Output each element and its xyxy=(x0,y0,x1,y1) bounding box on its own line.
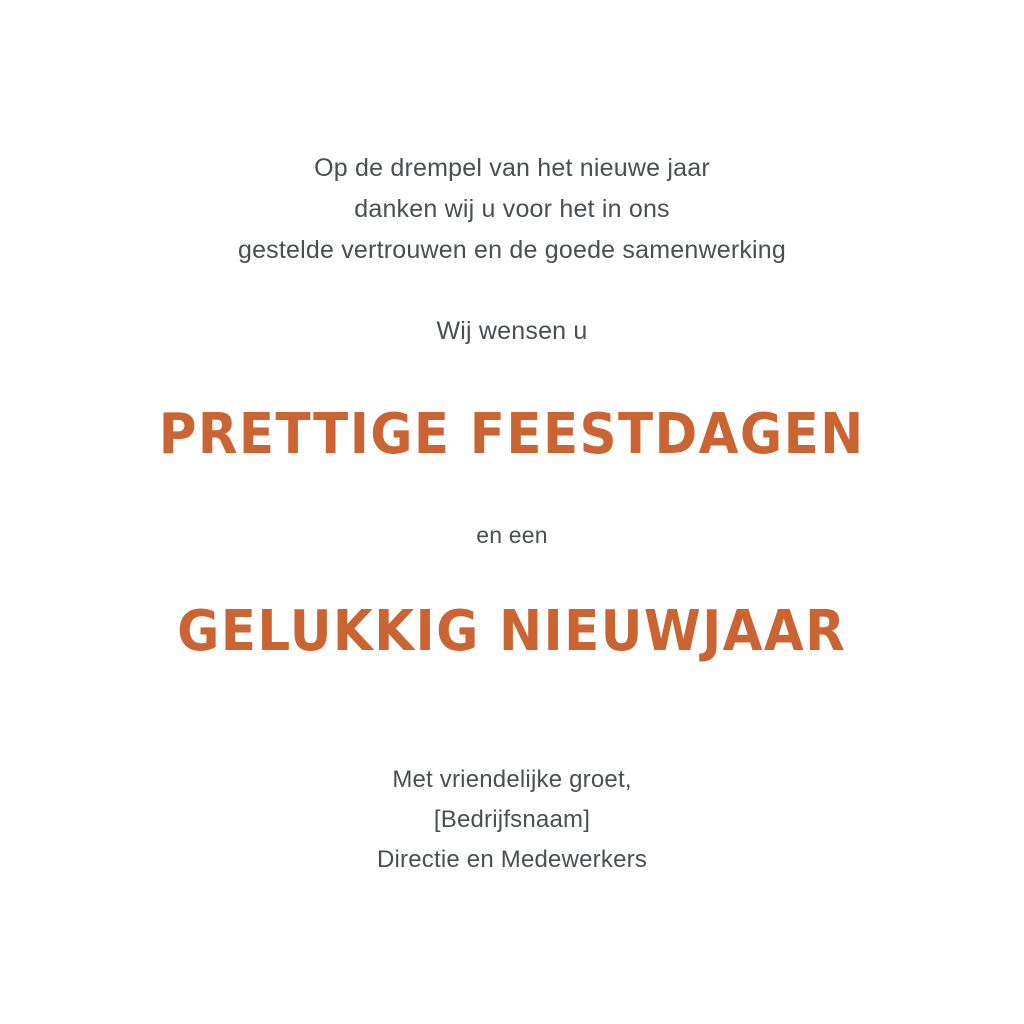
signoff-block xyxy=(377,760,647,880)
intro-paragraph xyxy=(238,148,786,271)
headline-prettige-feestdagen: PRETTIGE FEESTDAGEN xyxy=(159,402,865,467)
intro-line-1: Op de drempel van het nieuwe jaar xyxy=(314,154,710,182)
headline-gelukkig-nieuwjaar: GELUKKIG NIEUWJAAR xyxy=(177,599,847,664)
connector-text: en een xyxy=(476,522,548,548)
intro-line-2: danken wij u voor het in ons xyxy=(354,195,670,223)
wish-intro-text: Wij wensen u xyxy=(436,317,588,345)
intro-line-3: gestelde vertrouwen en de goede samenwerking xyxy=(237,236,787,264)
signoff-company-placeholder: [Bedrijfsnaam] xyxy=(433,806,591,833)
signoff-greeting: Met vriendelijke groet, xyxy=(392,766,632,793)
signoff-roles: Directie en Medewerkers xyxy=(376,846,648,873)
